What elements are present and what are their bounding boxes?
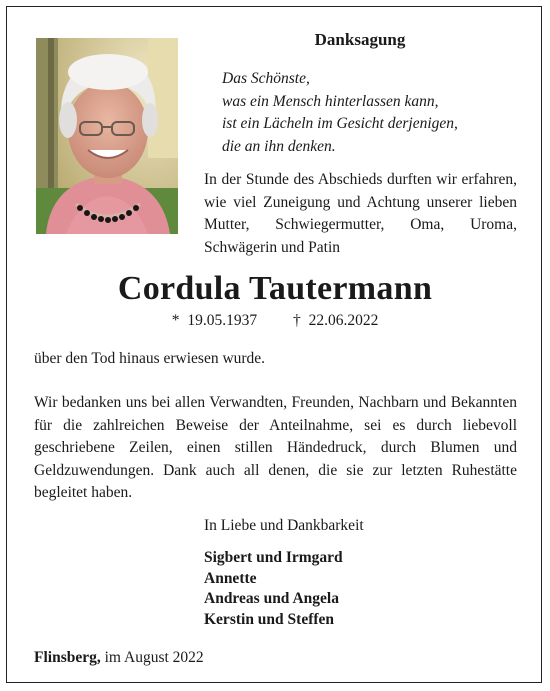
poem	[222, 68, 522, 158]
deceased-name: Cordula Tautermann	[117, 270, 433, 307]
life-dates	[0, 312, 550, 330]
death-date: † 22.06.2022	[292, 312, 379, 329]
signer: Andreas und Angela	[204, 590, 339, 607]
thanks-paragraph: Wir bedanken uns bei allen Verwandten, Freunden, Nachbarn und Bekannten für die zahlreichen Beweise der Anteilnahme, sei es durch liebevoll geschriebene Zeilen, einen stillen Händedruck, durch Blumen und Geldzuwendungen. Dank auch all denen, die sie zur letzten Ruhestätte begleitet haben.	[34, 394, 517, 501]
birth-date: * 19.05.1937	[171, 312, 258, 329]
death-line: über den Tod hinaus erwiesen wurde.	[34, 350, 266, 367]
signer: Annette	[204, 569, 257, 587]
signers-list	[204, 548, 504, 630]
intro-paragraph: In der Stunde des Abschieds durften wir erfahren, wie viel Zuneigung und Achtung unserer lieben Mutter, Schwiegermutter, Oma, Uroma, Schwägerin und Patin	[204, 171, 517, 256]
place-town: Flinsberg,	[34, 649, 101, 666]
signer: Kerstin und Steffen	[204, 610, 335, 628]
place-and-date	[34, 649, 434, 667]
notice-heading: Danksagung	[314, 30, 406, 49]
signer: Sigbert und Irmgard	[204, 549, 343, 566]
portrait-photo	[36, 38, 178, 234]
poem-line: ist ein Lächeln im Gesicht derjenigen,	[222, 115, 458, 132]
place-date: im August 2022	[104, 649, 204, 666]
poem-line: was ein Mensch hinterlassen kann,	[222, 92, 439, 110]
closing-phrase: In Liebe und Dankbarkeit	[204, 517, 364, 534]
poem-line: Das Schönste,	[222, 70, 310, 87]
poem-line: die an ihn denken.	[222, 137, 336, 155]
